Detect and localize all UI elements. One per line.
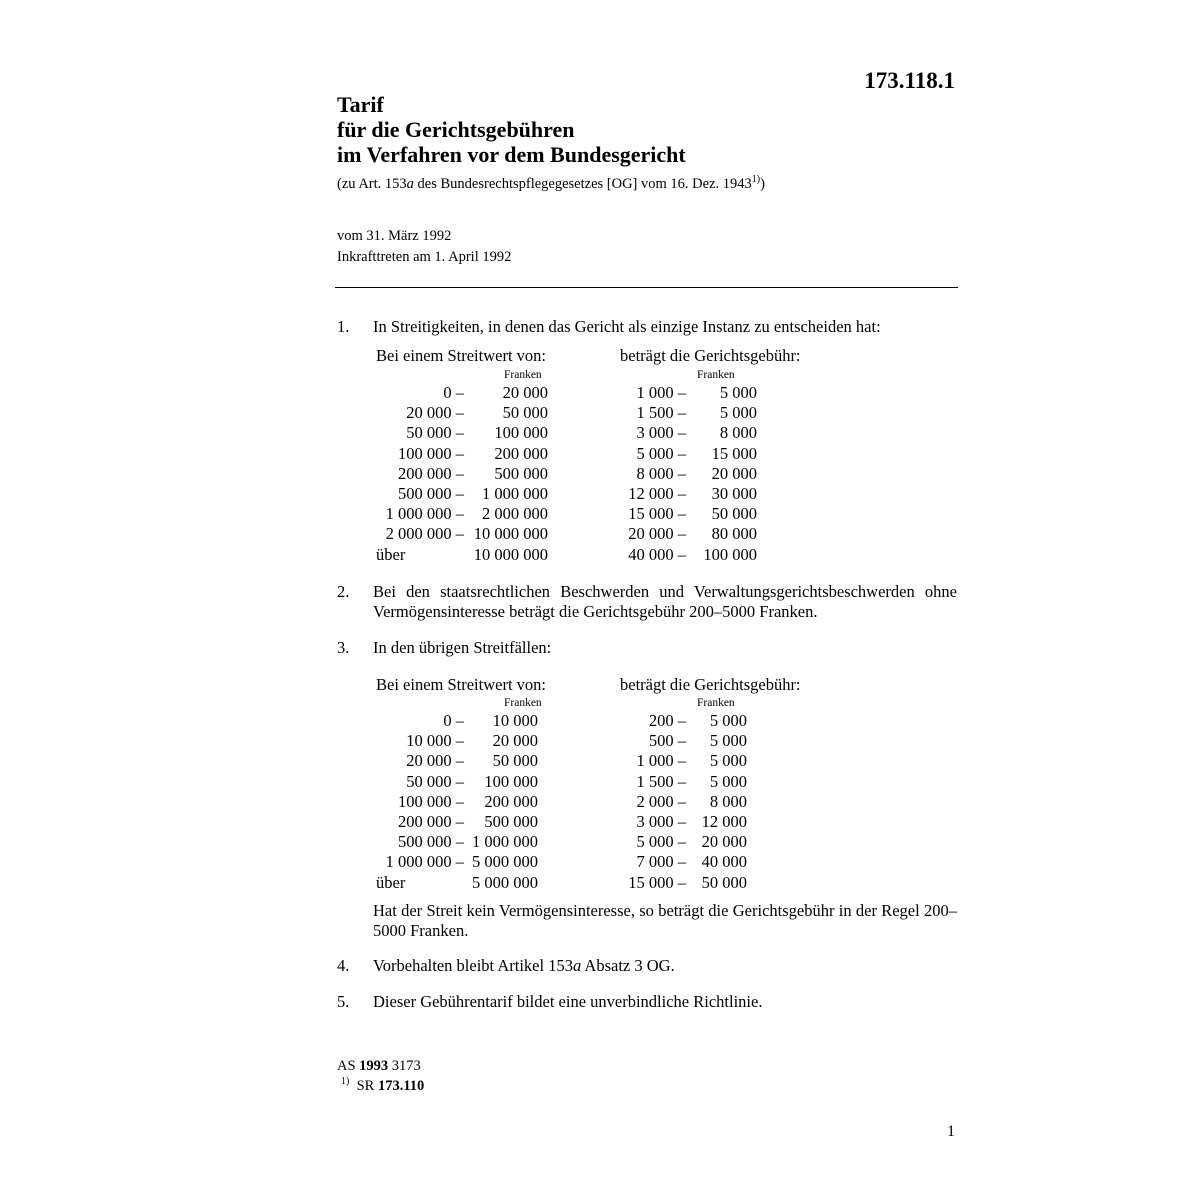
streitwert-from: 1 000 000 –: [385, 852, 464, 872]
section-text: Bei den staatsrechtlichen Beschwerden und Verwaltungsgerichtsbeschwerden ohne Vermögensinteresse beträgt die Gerichtsgebühr 200–5000 Franken.: [373, 582, 957, 621]
fee-table-3: [373, 711, 793, 893]
fee-from: 5 000 –: [636, 443, 686, 463]
unit-label: Franken: [697, 697, 735, 709]
fee-from: 1 000 –: [636, 751, 686, 771]
fee-to: 12 000: [701, 811, 747, 831]
subtitle-text: ): [760, 176, 765, 192]
table-row: [373, 772, 793, 792]
official-collection-reference: [337, 1058, 421, 1075]
streitwert-from: über: [376, 872, 406, 892]
fee-from: 500 –: [648, 731, 686, 751]
streitwert-to: 1 000 000: [482, 483, 548, 503]
streitwert-to: 500 000: [494, 463, 548, 483]
title-line: Tarif: [337, 92, 384, 117]
footnote: [341, 1078, 424, 1095]
fee-to: 15 000: [711, 443, 757, 463]
table-header-left: Bei einem Streitwert von:: [376, 346, 547, 365]
fee-from: 3 000 –: [636, 811, 686, 831]
fee-to: 30 000: [711, 483, 757, 503]
enactment-date: vom 31. März 1992: [337, 228, 452, 244]
streitwert-to: 10 000 000: [473, 524, 548, 544]
streitwert-from: 0 –: [443, 711, 464, 730]
table-header-left: Bei einem Streitwert von:: [376, 675, 547, 694]
unit-label: Franken: [697, 369, 735, 381]
streitwert-from: 100 000 –: [398, 443, 464, 463]
table-row: [373, 545, 793, 565]
title-line: für die Gerichtsgebühren: [337, 117, 575, 142]
table-header-right: beträgt die Gerichtsgebühr:: [620, 675, 801, 694]
streitwert-to: 20 000: [502, 383, 548, 402]
subtitle-italic: a: [406, 176, 414, 192]
streitwert-to: 20 000: [492, 731, 538, 751]
table-row: [373, 464, 793, 484]
streitwert-to: 100 000: [494, 423, 548, 443]
section-text: In den übrigen Streitfällen:: [373, 638, 552, 657]
table-row: [373, 852, 793, 872]
streitwert-to: 200 000: [484, 791, 538, 811]
table-row: [373, 383, 793, 403]
streitwert-to: 100 000: [484, 771, 538, 791]
section-number: 2.: [337, 582, 350, 601]
footnote-mark: 1): [751, 174, 761, 185]
footer-text: 3173: [391, 1058, 421, 1074]
footer-text: AS: [337, 1058, 356, 1074]
page-number: 1: [947, 1123, 955, 1140]
streitwert-to: 50 000: [492, 751, 538, 771]
streitwert-to: 5 000 000: [472, 852, 538, 872]
section-text-part: Vorbehalten bleibt Artikel 153: [373, 956, 573, 975]
table-row: [373, 751, 793, 771]
section-text-part: Absatz 3 OG.: [581, 956, 675, 975]
fee-from: 40 000 –: [628, 544, 686, 564]
section-text: [373, 956, 675, 976]
fee-to: 8 000: [709, 791, 747, 811]
fee-to: 40 000: [701, 852, 747, 872]
streitwert-to: 1 000 000: [472, 832, 538, 852]
fee-to: 5 000: [709, 771, 747, 791]
fee-to: 20 000: [711, 463, 757, 483]
streitwert-to: 10 000: [492, 711, 538, 730]
section-number: 3.: [337, 638, 350, 657]
streitwert-to: 5 000 000: [472, 872, 538, 892]
footer-text: SR: [356, 1078, 375, 1094]
table-row: [373, 731, 793, 751]
table-row: [373, 792, 793, 812]
fee-to: 5 000: [709, 751, 747, 771]
fee-from: 1 500 –: [636, 403, 686, 423]
fee-from: 8 000 –: [636, 463, 686, 483]
document-number: 173.118.1: [864, 68, 955, 93]
section-text: In Streitigkeiten, in denen das Gericht als einzige Instanz zu entscheiden hat:: [373, 317, 881, 336]
table-row: [373, 832, 793, 852]
footer-bold: 1993: [359, 1058, 389, 1074]
table-row: [373, 444, 793, 464]
fee-to: 5 000: [719, 383, 757, 402]
fee-from: 3 000 –: [636, 423, 686, 443]
streitwert-from: 200 000 –: [398, 811, 464, 831]
fee-from: 12 000 –: [628, 483, 686, 503]
footnote-mark: 1): [341, 1076, 350, 1087]
section-text: Dieser Gebührentarif bildet eine unverbindliche Richtlinie.: [373, 992, 763, 1011]
streitwert-from: 20 000 –: [406, 403, 464, 423]
title-line: im Verfahren vor dem Bundesgericht: [337, 142, 686, 167]
header-divider: [335, 287, 958, 288]
section-number: 5.: [337, 992, 350, 1011]
streitwert-from: 20 000 –: [406, 751, 464, 771]
streitwert-from: 200 000 –: [398, 463, 464, 483]
streitwert-to: 2 000 000: [482, 504, 548, 524]
table-row: [373, 524, 793, 544]
subtitle-reference: [337, 176, 765, 193]
fee-from: 20 000 –: [628, 524, 686, 544]
streitwert-from: 10 000 –: [406, 731, 464, 751]
fee-from: 2 000 –: [636, 791, 686, 811]
fee-to: 50 000: [701, 872, 747, 892]
table-row: [373, 812, 793, 832]
in-force-date: Inkrafttreten am 1. April 1992: [337, 249, 512, 265]
streitwert-from: 2 000 000 –: [385, 524, 464, 544]
streitwert-to: 50 000: [502, 403, 548, 423]
streitwert-to: 500 000: [484, 811, 538, 831]
fee-to: 8 000: [719, 423, 757, 443]
streitwert-from: über: [376, 544, 406, 564]
unit-label: Franken: [504, 697, 542, 709]
streitwert-from: 50 000 –: [406, 771, 464, 791]
streitwert-from: 500 000 –: [398, 832, 464, 852]
streitwert-from: 100 000 –: [398, 791, 464, 811]
fee-from: 200 –: [648, 711, 686, 730]
fee-to: 20 000: [701, 832, 747, 852]
table-row: [373, 423, 793, 443]
table-header-right: beträgt die Gerichtsgebühr:: [620, 346, 801, 365]
fee-to: 100 000: [703, 544, 757, 564]
streitwert-from: 0 –: [443, 383, 464, 402]
subtitle-text: (zu Art. 153: [337, 176, 407, 192]
unit-label: Franken: [504, 369, 542, 381]
fee-from: 1 000 –: [636, 383, 686, 402]
streitwert-from: 50 000 –: [406, 423, 464, 443]
subtitle-text: des Bundesrechtspflegegesetzes [OG] vom 16. Dez. 1943: [413, 176, 752, 192]
streitwert-from: 500 000 –: [398, 483, 464, 503]
table-row: [373, 873, 793, 893]
fee-to: 80 000: [711, 524, 757, 544]
footer-bold: 173.110: [377, 1078, 425, 1094]
table-row: [373, 403, 793, 423]
fee-from: 5 000 –: [636, 832, 686, 852]
fee-to: 5 000: [719, 403, 757, 423]
streitwert-to: 200 000: [494, 443, 548, 463]
fee-from: 15 000 –: [628, 872, 686, 892]
section-note: Hat der Streit kein Vermögensinteresse, so beträgt die Gerichtsgebühr in der Regel 200–5000 Franken.: [373, 901, 957, 940]
section-number: 1.: [337, 317, 350, 336]
table-row: [373, 484, 793, 504]
fee-table-1: [373, 383, 793, 565]
fee-to: 5 000: [709, 731, 747, 751]
fee-from: 1 500 –: [636, 771, 686, 791]
fee-from: 7 000 –: [636, 852, 686, 872]
fee-to: 5 000: [709, 711, 747, 730]
section-number: 4.: [337, 956, 350, 975]
streitwert-to: 10 000 000: [473, 544, 548, 564]
streitwert-from: 1 000 000 –: [385, 504, 464, 524]
document-title: [337, 92, 686, 167]
fee-to: 50 000: [711, 504, 757, 524]
table-row: [373, 504, 793, 524]
section-text-italic: a: [572, 956, 582, 975]
fee-from: 15 000 –: [628, 504, 686, 524]
table-row: [373, 711, 793, 731]
